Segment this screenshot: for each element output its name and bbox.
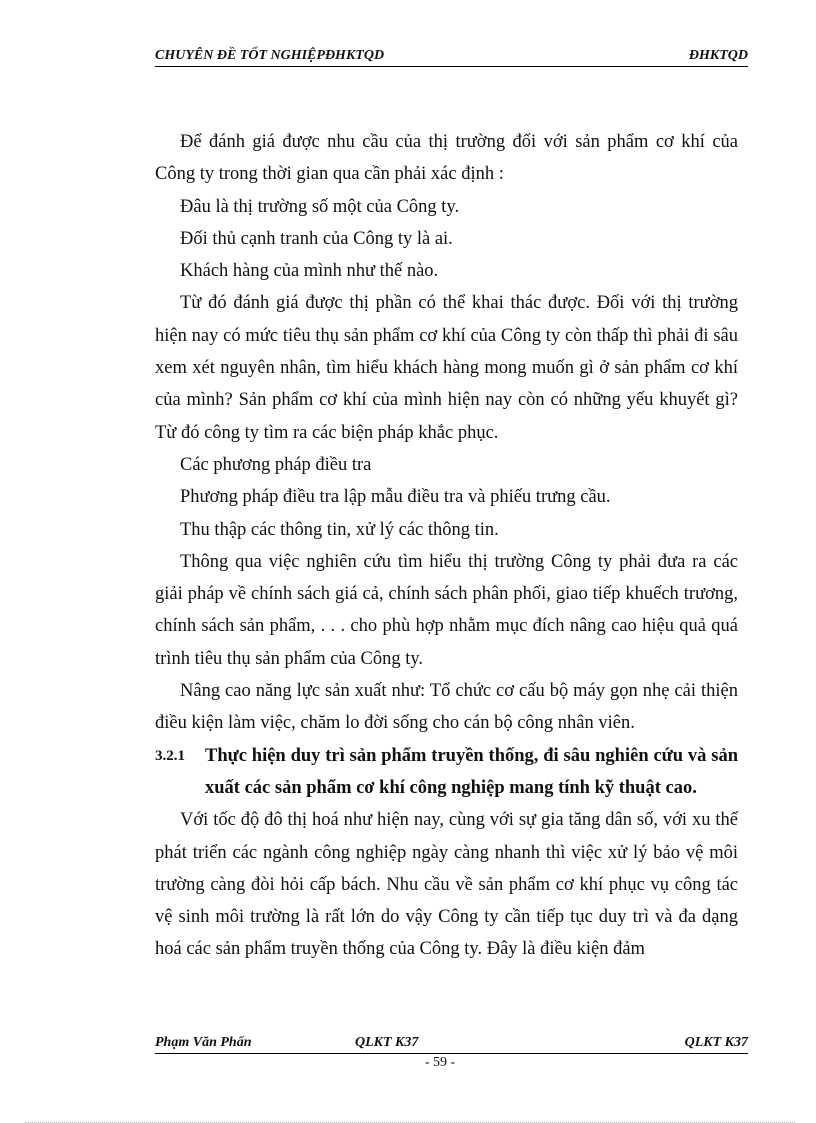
paragraph: Đâu là thị trường số một của Công ty. (180, 196, 460, 217)
paragraph: Đối thủ cạnh tranh của Công ty là ai. (180, 228, 453, 249)
paragraph: Với tốc độ đô thị hoá như hiện nay, cùng với sự gia tăng dân số, với xu thế phát triển các ngành công nghiệp ngày càng nhanh thì việc xử lý bảo vệ môi trường càng đòi hỏi cấp bách. Nhu cầu về sản phẩm cơ khí phục vụ công tác vệ sinh môi trường là rất lớn do vậy Công ty cần tiếp tục duy trì và đa dạng hoá các sản phẩm truyền thống của Công ty. Đây là điều kiện đảm (155, 810, 738, 960)
header-school: ĐHKTQD (688, 48, 748, 63)
paragraph: Các phương pháp điều tra (180, 454, 372, 475)
page-number: - 59 - (424, 1055, 456, 1070)
paragraph: Nâng cao năng lực sản xuất như: Tổ chức cơ cấu bộ máy gọn nhẹ cải thiện điều kiện làm việc, chăm lo đời sống cho cán bộ công nhân viên. (155, 681, 738, 734)
document-body (155, 126, 738, 966)
paragraph: Khách hàng của mình như thế nào. (180, 261, 439, 282)
paragraph: Thu thập các thông tin, xử lý các thông tin. (180, 519, 499, 540)
header-title: CHUYÊN ĐỀ TỐT NGHIỆPĐHKTQD (155, 48, 385, 63)
footer-author: Phạm Văn Phấn (155, 1035, 252, 1050)
paragraph: Phương pháp điều tra lập mẫu điều tra và phiếu trưng cầu. (180, 487, 611, 508)
paragraph: Từ đó đánh giá được thị phần có thể khai thác được. Đối với thị trường hiện nay có mức tiêu thụ sản phẩm cơ khí của Công ty còn thấp thì phải đi sâu xem xét nguyên nhân, tìm hiểu khách hàng mong muốn gì ở sản phẩm cơ khí của mình? Sản phẩm cơ khí của mình hiện nay còn có những yếu khuyết gì? Từ đó công ty tìm ra các biện pháp khắc phục. (155, 293, 738, 443)
paragraph: Thông qua việc nghiên cứu tìm hiểu thị trường Công ty phải đưa ra các giải pháp về chính sách giá cả, chính sách phân phối, giao tiếp khuếch trương, chính sách sản phẩm, . . . cho phù hợp nhằm mục đích nâng cao hiệu quả quá trình tiêu thụ sản phẩm của Công ty. (155, 551, 738, 669)
page-footer (155, 1034, 748, 1054)
footer-class-right: QLKT K37 (684, 1035, 748, 1050)
section-heading (155, 740, 738, 805)
paragraph: Để đánh giá được nhu cầu của thị trường đối với sản phẩm cơ khí của Công ty trong thời gian qua cần phải xác định : (155, 132, 738, 185)
footer-class-middle: QLKT K37 (355, 1035, 419, 1050)
section-title: Thực hiện duy trì sản phẩm truyền thống, đi sâu nghiên cứu và sản xuất các sản phẩm cơ khí công nghiệp mang tính kỹ thuật cao. (205, 745, 738, 798)
page-header (155, 47, 748, 67)
section-number: 3.2.1 (155, 747, 185, 764)
